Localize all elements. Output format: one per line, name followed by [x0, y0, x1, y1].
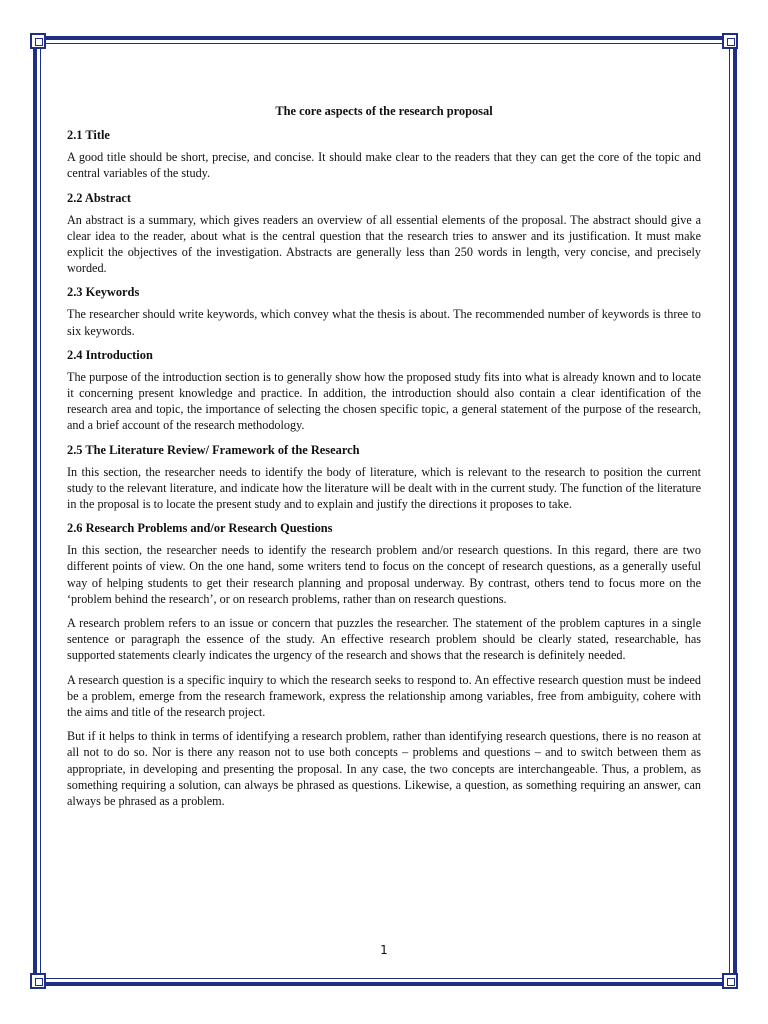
- document-body: [67, 103, 701, 817]
- section-heading: 2.2 Abstract: [67, 190, 132, 205]
- section-paragraph: An abstract is a summary, which gives readers an overview of all essential elements of the proposal. The abstract should give a clear idea to the reader, about what is the central question that the research tries to answer and its justification. It must make explicit the objectives of the investigation. Abstracts are generally less than 250 words in length, very concise, and precisely worded.: [67, 212, 701, 276]
- section-introduction: [67, 347, 701, 434]
- border-corner-ornament: [722, 33, 738, 49]
- section-paragraph: In this section, the researcher needs to identify the body of literature, which is relevant to the research to position the current study to the relevant literature, and indicate how the literature will be dealt with in the current study. The function of the literature in the proposal is to locate the present study and to explain and justify the directions it proposes to take.: [67, 464, 701, 512]
- section-heading: 2.5 The Literature Review/ Framework of the Research: [67, 442, 360, 457]
- section-paragraph: A research problem refers to an issue or concern that puzzles the researcher. The statement of the problem captures in a single sentence or paragraph the essence of the study. An effective research problem should be clearly stated, researchable, has supported statements clearly indicates the urgency of the research and shows that the research is definitely needed.: [67, 616, 701, 663]
- section-research-problems: [67, 520, 701, 809]
- section-keywords: [67, 284, 701, 338]
- section-title: [67, 127, 701, 181]
- section-paragraph: The purpose of the introduction section is to generally show how the proposed study fits into what is already known and to locate it concerning present knowledge and practice. In addition, the introduction should also contain a clear identification of the research area and topic, the importance of selecting the chosen specific topic, a general statement of the purpose of the research, and a brief account of the research methodology.: [67, 369, 701, 433]
- section-literature-review: [67, 442, 701, 513]
- section-paragraph: The researcher should write keywords, which convey what the thesis is about. The recommended number of keywords is three to six keywords.: [67, 307, 701, 338]
- section-paragraph: A good title should be short, precise, and concise. It should make clear to the readers that they can get the core of the topic and central variables of the study.: [67, 150, 701, 181]
- section-heading: 2.6 Research Problems and/or Research Questions: [67, 521, 333, 536]
- section-heading: 2.4 Introduction: [67, 347, 153, 362]
- border-corner-ornament: [30, 33, 46, 49]
- border-corner-ornament: [722, 973, 738, 989]
- section-paragraph: But if it helps to think in terms of identifying a research problem, rather than identifying research questions, there is no reason at all not to do so. Nor is there any reason not to use both concepts – problems and questions – and to switch between them as appropriate, in developing and presenting the proposal. In any case, the two concepts are interchangeable. Thus, a problem, as something requiring a solution, can always be phrased as questions. Likewise, a question, as something requiring an answer, can always be phrased as a problem.: [67, 729, 701, 809]
- document-title: The core aspects of the research proposal: [275, 104, 493, 118]
- page-number: 1: [380, 943, 388, 957]
- section-paragraph: A research question is a specific inquiry to which the research seeks to respond to. An effective research question must be indeed be a problem, emerge from the research framework, express the relationship among variables, free from ambiguity, cohere with the aims and title of the research project.: [67, 672, 701, 720]
- section-abstract: [67, 190, 701, 277]
- section-heading: 2.1 Title: [67, 128, 110, 143]
- border-corner-ornament: [30, 973, 46, 989]
- section-paragraph: In this section, the researcher needs to identify the research problem and/or research questions. In this regard, there are two different points of view. On the one hand, some writers tend to focus on the concept of research questions, as a generally useful way of helping students to get their research planning and proposal underway. By contrast, others tend to focus more on the ‘problem behind the research’, or on research problems, rather than on research questions.: [67, 543, 701, 606]
- section-heading: 2.3 Keywords: [67, 285, 140, 300]
